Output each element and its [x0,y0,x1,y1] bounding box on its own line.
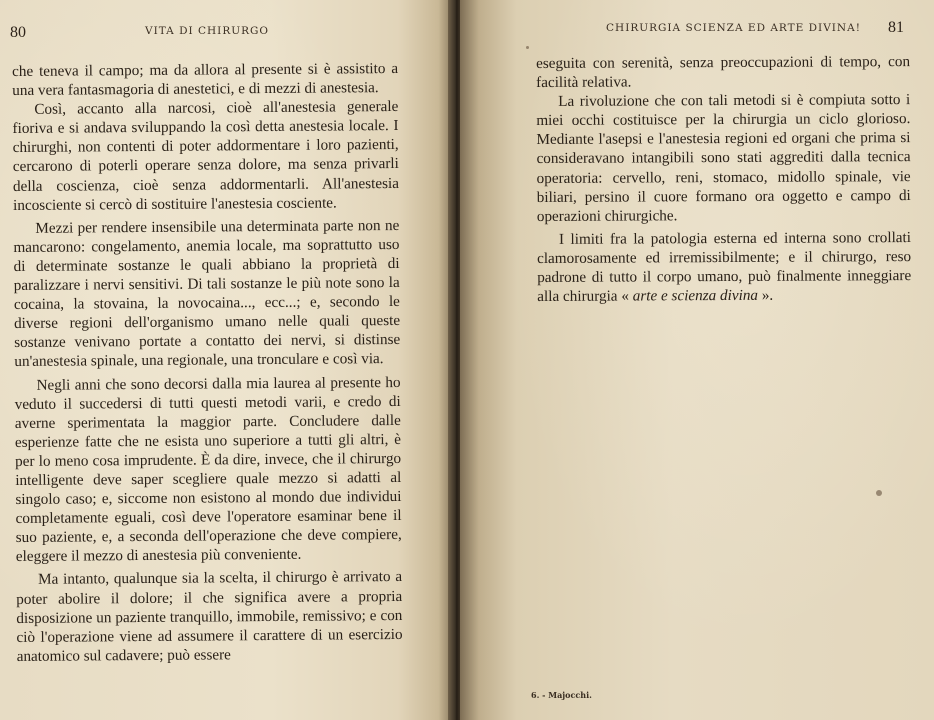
right-body-text [536,52,911,306]
right-page-number: 81 [888,19,904,36]
right-running-head: CHIRURGIA SCIENZA ED ARTE DIVINA! [606,22,861,34]
quote-open-mark: « [621,287,629,305]
paper-speck [876,490,882,496]
left-paragraph: Ma intanto, qualunque sia la scelta, il chirurgo è arrivato a poter abolire il dolore; il che significa avere a propria disposizione un paziente tranquillo, immobile, remissivo; e con ciò l'operazione viene ad assumere il carattere di un esercizio anatomico sul cadavere; può essere [16,568,403,665]
signature-mark: 6. - Majocchi. [531,690,592,700]
left-paragraph: Negli anni che sono decorsi dalla mia laurea al presente ho veduto il succedersi di tutti questi metodi varii, e credo di averne sperimentata la maggior parte. Concludere dalle esperienze fatte che ne esista uno superiore a tutti gli altri, è per lo meno cosa imprudente. È da dire, invece, che il chirurgo intelligente deve saper scegliere quale mezzo si adatti al singolo caso; e, siccome non esistono al mondo due individui completamente eguali, così deve l'operatore esaminar bene il suo paziente, e, a seconda dell'operazione che deve compiere, eleggere il mezzo di anestesia più conveniente. [14,373,402,566]
left-paragraph: Così, accanto alla narcosi, cioè all'anestesia generale fioriva e si andava sviluppando la così detta anestesia locale. I chirurghi, non contenti di poter addormentare i loro pazienti, cercarono di poterli operare senza dolore, ma senza privarli della coscienza, cioè senza addormentarli. All'anestesia incosciente si cercò di sostituire l'anestesia cosciente. [12,98,400,214]
right-paragraph: eseguita con serenità, senza preoccupazioni di tempo, con facilità relativa. [536,53,911,92]
left-body-text [12,59,403,666]
right-last-paragraph-lead: I limiti fra la patologia esterna ed interna sono crollati clamorosamente ed irremissibilmente; e il chirurgo, reso padrone di tutto il corpo umano, può finalmente inneggiare alla chirurgia [537,228,912,306]
left-paragraph: che teneva il campo; ma da allora al presente si è assistito a una vera fantasmagoria di anestetici, e di mezzi di anestesia. [12,59,399,100]
right-page [460,0,934,720]
left-page [0,0,452,720]
left-page-number: 80 [10,24,26,41]
right-last-paragraph [537,228,911,306]
right-paragraph: La rivoluzione che con tali metodi si è compiuta sotto i miei occhi costituisce per la chirurgia un ciclo glorioso. Mediante l'asepsi e l'anestesia regioni ed organi che prima si consideravano intangibili sono stati aggrediti dalla tecnica operatoria: cervello, reni, stomaco, midollo spinale, vie biliari, persino il cuore formano ora oggetto e campo di operazioni chirurgiche. [536,91,911,225]
quote-close-mark: ». [761,286,774,304]
left-paragraph: Mezzi per rendere insensibile una determinata parte non ne mancarono: congelamento, anemia locale, ma soprattutto uso di determinate sostanze le quali abbiano la proprietà di paralizzare i nervi sensitivi. Di tali sostanze le più note sono la cocaina, la stovaina, la novocaina..., ecc...; e, secondo le diverse regioni dell'organismo umano nelle quali queste sostanze venivano portate a contatto dei nervi, si distinse un'anestesia spinale, una regionale, una tronculare e così via. [13,216,401,371]
quoted-motto: arte e scienza divina [632,286,759,305]
paper-speck [526,46,529,49]
left-running-head: VITA DI CHIRURGO [145,25,269,37]
